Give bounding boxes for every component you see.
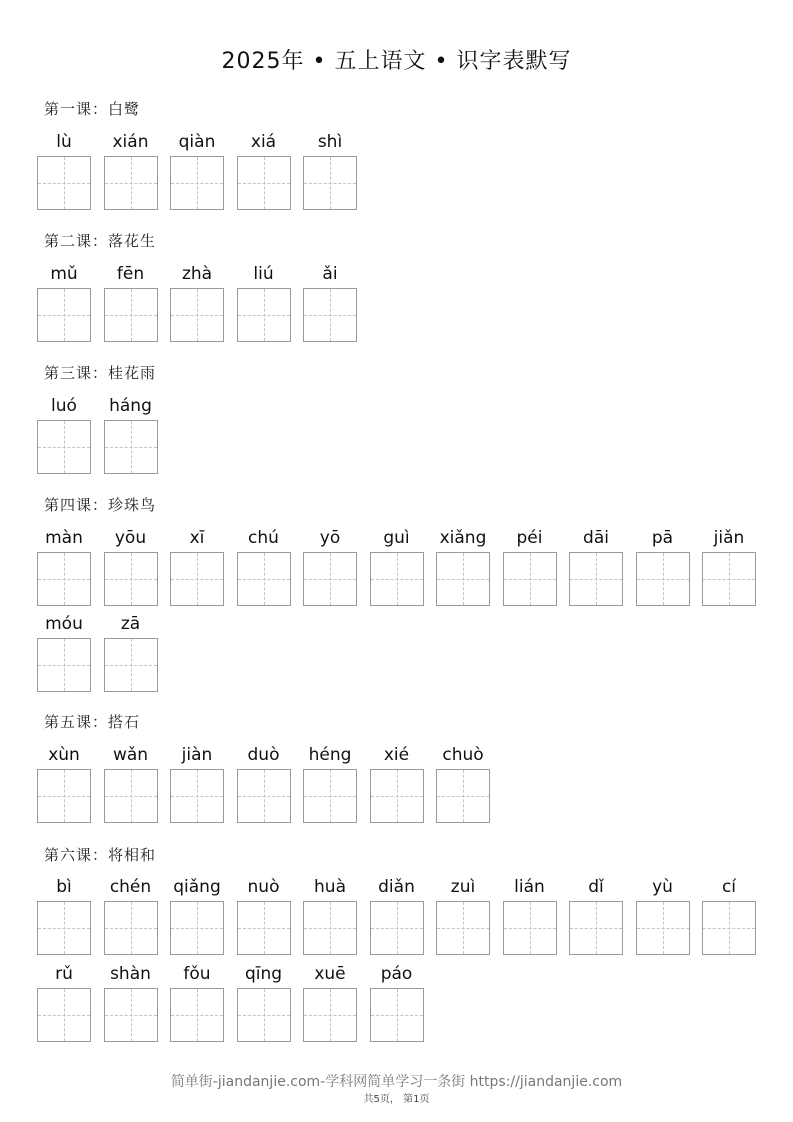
char-cell [170, 745, 224, 765]
char-cell [569, 877, 623, 897]
tianzige-writing-box[interactable] [303, 552, 357, 606]
grid-guide-horizontal [570, 928, 622, 929]
grid-guide-horizontal [304, 183, 356, 184]
tianzige-writing-box[interactable] [237, 552, 291, 606]
grid-guide-horizontal [105, 1015, 157, 1016]
char-cell [237, 964, 291, 984]
tianzige-writing-box[interactable] [370, 988, 424, 1042]
pinyin-label: chén [109, 877, 152, 897]
tianzige-writing-box[interactable] [636, 552, 690, 606]
tianzige-writing-box[interactable] [237, 769, 291, 823]
pinyin-label: zhà [181, 264, 213, 284]
char-cell [436, 877, 490, 897]
char-cell [170, 132, 224, 152]
grid-guide-horizontal [304, 928, 356, 929]
grid-guide-horizontal [171, 315, 223, 316]
char-cell [237, 132, 291, 152]
grid-guide-horizontal [238, 796, 290, 797]
char-cell [237, 877, 291, 897]
char-cell [503, 877, 557, 897]
char-cell [104, 264, 158, 284]
grid-guide-horizontal [304, 796, 356, 797]
pinyin-label: shàn [110, 964, 151, 984]
lesson-title: 第四课：珍珠鸟 [44, 496, 157, 514]
pinyin-label: ǎi [322, 264, 338, 284]
grid-guide-horizontal [371, 579, 423, 580]
lesson-title: 第五课：搭石 [44, 713, 141, 731]
pinyin-label: xuē [314, 964, 346, 984]
grid-guide-horizontal [371, 1015, 423, 1016]
pinyin-label: páo [380, 964, 413, 984]
pinyin-label: jiàn [181, 745, 213, 765]
tianzige-writing-box[interactable] [37, 988, 91, 1042]
tianzige-writing-box[interactable] [237, 156, 291, 210]
char-cell [303, 964, 357, 984]
grid-guide-horizontal [304, 315, 356, 316]
tianzige-writing-box[interactable] [37, 552, 91, 606]
char-cell [104, 132, 158, 152]
grid-guide-horizontal [105, 796, 157, 797]
tianzige-writing-box[interactable] [170, 288, 224, 342]
grid-guide-horizontal [437, 579, 489, 580]
pinyin-label: diǎn [378, 877, 415, 897]
grid-guide-horizontal [105, 447, 157, 448]
char-cell [104, 396, 158, 416]
lesson-title: 第二课：落花生 [44, 232, 157, 250]
pinyin-label: jiǎn [713, 528, 745, 548]
pinyin-label: xián [112, 132, 149, 152]
pinyin-label: bì [56, 877, 72, 897]
char-cell [303, 132, 357, 152]
tianzige-writing-box[interactable] [702, 901, 756, 955]
grid-guide-horizontal [437, 796, 489, 797]
pinyin-label: dāi [583, 528, 609, 548]
pinyin-label: zuì [450, 877, 476, 897]
char-cell [37, 132, 91, 152]
pinyin-label: héng [308, 745, 352, 765]
tianzige-writing-box[interactable] [104, 288, 158, 342]
grid-guide-horizontal [504, 579, 556, 580]
char-cell [37, 396, 91, 416]
grid-guide-horizontal [238, 1015, 290, 1016]
pinyin-label: yù [652, 877, 673, 897]
pinyin-label: móu [45, 614, 83, 634]
tianzige-writing-box[interactable] [37, 156, 91, 210]
tianzige-writing-box[interactable] [370, 769, 424, 823]
char-cell [702, 528, 756, 548]
pinyin-label: mǔ [50, 264, 78, 284]
char-cell [170, 264, 224, 284]
tianzige-writing-box[interactable] [303, 901, 357, 955]
grid-guide-horizontal [238, 928, 290, 929]
char-cell [237, 745, 291, 765]
tianzige-writing-box[interactable] [37, 901, 91, 955]
char-cell [104, 964, 158, 984]
grid-guide-horizontal [38, 1015, 90, 1016]
pinyin-label: péi [516, 528, 543, 548]
pinyin-label: xiǎng [439, 528, 487, 548]
pinyin-label: qīng [244, 964, 283, 984]
grid-guide-horizontal [105, 315, 157, 316]
char-cell [37, 264, 91, 284]
grid-guide-horizontal [171, 796, 223, 797]
grid-guide-horizontal [105, 928, 157, 929]
grid-guide-horizontal [38, 928, 90, 929]
char-cell [37, 614, 91, 634]
char-cell [237, 264, 291, 284]
pinyin-label: yō [319, 528, 341, 548]
pinyin-label: dǐ [588, 877, 604, 897]
pinyin-label: cí [721, 877, 737, 897]
pinyin-label: zā [120, 614, 141, 634]
tianzige-writing-box[interactable] [436, 769, 490, 823]
char-cell [303, 264, 357, 284]
char-cell [37, 964, 91, 984]
char-cell [104, 528, 158, 548]
char-cell [370, 877, 424, 897]
tianzige-writing-box[interactable] [37, 420, 91, 474]
grid-guide-horizontal [105, 183, 157, 184]
tianzige-writing-box[interactable] [569, 552, 623, 606]
pinyin-label: fēn [116, 264, 145, 284]
grid-guide-horizontal [637, 928, 689, 929]
pinyin-label: xiá [250, 132, 277, 152]
pinyin-label: xī [189, 528, 205, 548]
char-cell [636, 528, 690, 548]
grid-guide-horizontal [371, 796, 423, 797]
char-cell [237, 528, 291, 548]
tianzige-writing-box[interactable] [170, 901, 224, 955]
tianzige-writing-box[interactable] [702, 552, 756, 606]
char-cell [37, 745, 91, 765]
grid-guide-horizontal [38, 447, 90, 448]
char-cell [37, 877, 91, 897]
pinyin-label: pā [651, 528, 674, 548]
grid-guide-horizontal [38, 315, 90, 316]
tianzige-writing-box[interactable] [237, 288, 291, 342]
grid-guide-horizontal [38, 665, 90, 666]
tianzige-writing-box[interactable] [170, 552, 224, 606]
tianzige-writing-box[interactable] [370, 552, 424, 606]
lesson-title: 第三课：桂花雨 [44, 364, 157, 382]
pinyin-label: shì [317, 132, 343, 152]
tianzige-writing-box[interactable] [436, 901, 490, 955]
char-cell [303, 745, 357, 765]
char-cell [104, 877, 158, 897]
tianzige-writing-box[interactable] [237, 988, 291, 1042]
grid-guide-horizontal [105, 579, 157, 580]
tianzige-writing-box[interactable] [636, 901, 690, 955]
tianzige-writing-box[interactable] [503, 901, 557, 955]
char-cell [170, 877, 224, 897]
grid-guide-horizontal [437, 928, 489, 929]
tianzige-writing-box[interactable] [303, 156, 357, 210]
char-cell [170, 528, 224, 548]
tianzige-writing-box[interactable] [303, 988, 357, 1042]
tianzige-writing-box[interactable] [569, 901, 623, 955]
pinyin-label: xié [383, 745, 410, 765]
page-title: 2025年 • 五上语文 • 识字表默写 [221, 49, 572, 74]
pinyin-label: màn [45, 528, 83, 548]
tianzige-writing-box[interactable] [503, 552, 557, 606]
char-cell [104, 614, 158, 634]
char-cell [436, 745, 490, 765]
grid-guide-horizontal [304, 579, 356, 580]
pinyin-label: fǒu [183, 964, 211, 984]
pinyin-label: chuò [442, 745, 484, 765]
pinyin-label: qiǎng [173, 877, 221, 897]
grid-guide-horizontal [38, 183, 90, 184]
grid-guide-horizontal [171, 183, 223, 184]
pinyin-label: yōu [114, 528, 147, 548]
char-cell [170, 964, 224, 984]
char-cell [37, 528, 91, 548]
char-cell [303, 877, 357, 897]
grid-guide-horizontal [504, 928, 556, 929]
pinyin-label: xùn [48, 745, 80, 765]
tianzige-writing-box[interactable] [104, 988, 158, 1042]
char-cell [303, 528, 357, 548]
tianzige-writing-box[interactable] [37, 638, 91, 692]
pinyin-label: rǔ [55, 964, 73, 984]
tianzige-writing-box[interactable] [104, 769, 158, 823]
grid-guide-horizontal [238, 579, 290, 580]
tianzige-writing-box[interactable] [104, 552, 158, 606]
pinyin-label: duò [247, 745, 280, 765]
grid-guide-horizontal [38, 796, 90, 797]
tianzige-writing-box[interactable] [104, 901, 158, 955]
pinyin-label: háng [109, 396, 152, 416]
pinyin-label: nuò [247, 877, 280, 897]
tianzige-writing-box[interactable] [237, 901, 291, 955]
tianzige-writing-box[interactable] [303, 769, 357, 823]
grid-guide-horizontal [371, 928, 423, 929]
char-cell [503, 528, 557, 548]
char-cell [702, 877, 756, 897]
pinyin-label: luó [51, 396, 77, 416]
char-cell [370, 745, 424, 765]
page-number: 共5页， 第1页 [363, 1094, 430, 1105]
pinyin-label: liú [253, 264, 274, 284]
tianzige-writing-box[interactable] [37, 288, 91, 342]
char-cell [636, 877, 690, 897]
grid-guide-horizontal [171, 928, 223, 929]
tianzige-writing-box[interactable] [104, 638, 158, 692]
char-cell [436, 528, 490, 548]
pinyin-label: wǎn [112, 745, 149, 765]
pinyin-label: lián [514, 877, 545, 897]
grid-guide-horizontal [105, 665, 157, 666]
lesson-title: 第一课：白鹭 [44, 100, 141, 118]
pinyin-label: lù [56, 132, 72, 152]
pinyin-label: chú [248, 528, 279, 548]
grid-guide-horizontal [38, 579, 90, 580]
pinyin-label: huà [314, 877, 346, 897]
grid-guide-horizontal [171, 579, 223, 580]
grid-guide-horizontal [171, 1015, 223, 1016]
tianzige-writing-box[interactable] [170, 988, 224, 1042]
tianzige-writing-box[interactable] [37, 769, 91, 823]
tianzige-writing-box[interactable] [436, 552, 490, 606]
tianzige-writing-box[interactable] [170, 156, 224, 210]
grid-guide-horizontal [703, 579, 755, 580]
tianzige-writing-box[interactable] [104, 420, 158, 474]
grid-guide-horizontal [238, 315, 290, 316]
char-cell [370, 528, 424, 548]
char-cell [569, 528, 623, 548]
char-cell [370, 964, 424, 984]
grid-guide-horizontal [238, 183, 290, 184]
pinyin-label: guì [383, 528, 410, 548]
tianzige-writing-box[interactable] [370, 901, 424, 955]
tianzige-writing-box[interactable] [104, 156, 158, 210]
tianzige-writing-box[interactable] [170, 769, 224, 823]
grid-guide-horizontal [570, 579, 622, 580]
footer-source: 简单街-jiandanjie.com-学科网简单学习一条街 https://jiandanjie.com [170, 1074, 623, 1090]
char-cell [104, 745, 158, 765]
grid-guide-horizontal [703, 928, 755, 929]
lesson-title: 第六课：将相和 [44, 846, 157, 864]
tianzige-writing-box[interactable] [303, 288, 357, 342]
grid-guide-horizontal [637, 579, 689, 580]
pinyin-label: qiàn [178, 132, 216, 152]
grid-guide-horizontal [304, 1015, 356, 1016]
